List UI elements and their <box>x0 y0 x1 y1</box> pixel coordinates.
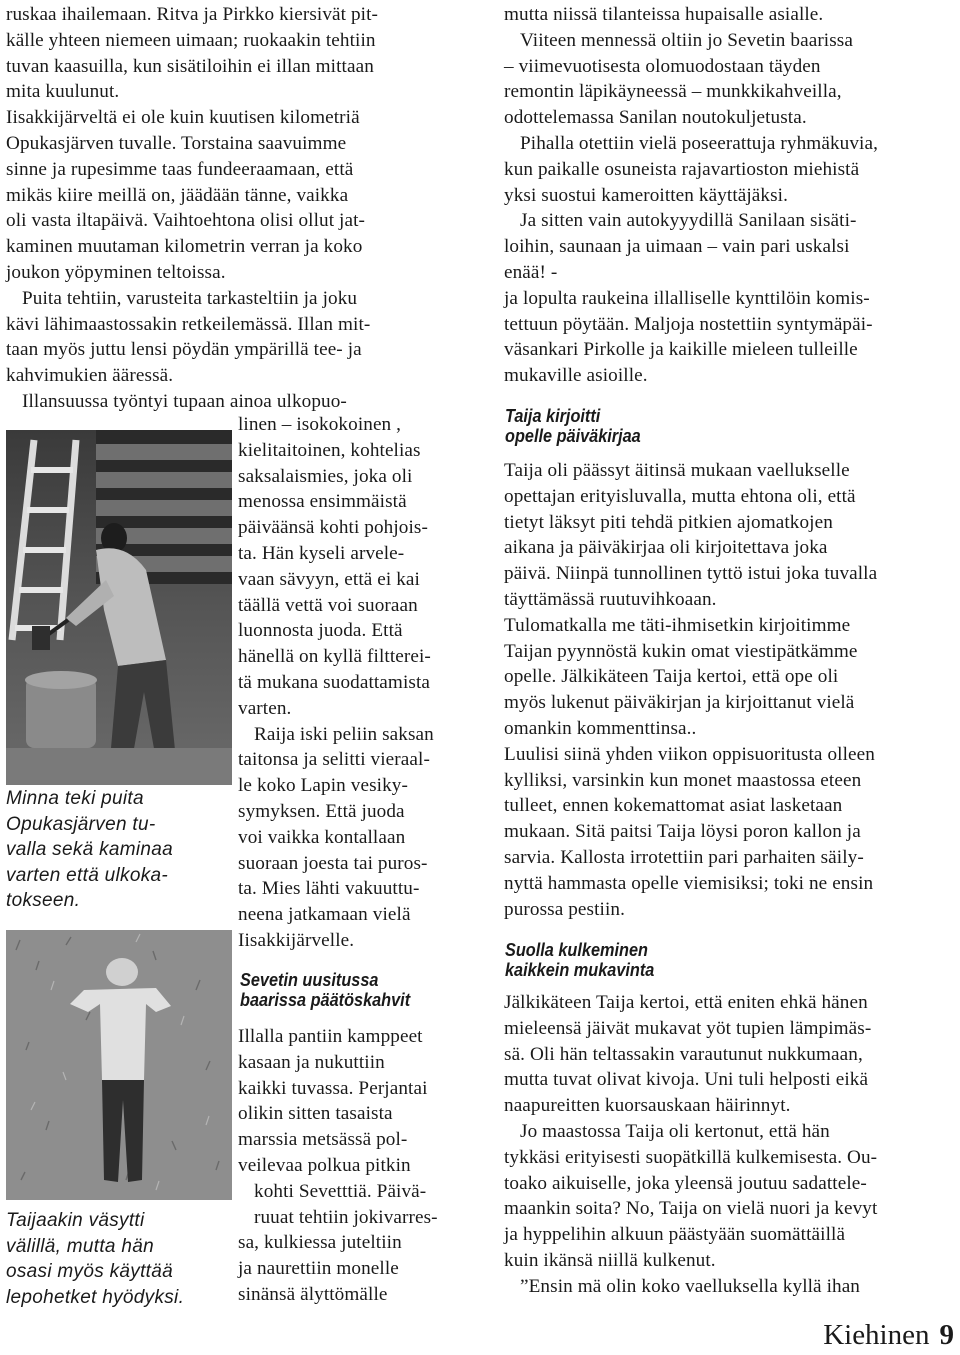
text-line: nyttä hammasta opelle viemisiksi; toki ne ensin <box>504 872 874 894</box>
text-line: kun paikalle osuneista rajavartioston miehistä <box>504 158 860 180</box>
text-line: Taija oli päässyt äitinsä mukaan vaellukselle <box>504 460 850 481</box>
text-line: menossa ensimmäistä <box>238 491 407 513</box>
text-line: kohti Sevetttiä. Päivä- <box>254 1180 427 1202</box>
text-line: kielitaitoinen, kohtelias <box>238 439 421 461</box>
text-line: Pihalla otettiin vielä poseerattuja ryhmäkuvia, <box>520 132 878 154</box>
text-line: luonnosta juoda. Että <box>238 620 403 642</box>
text-line: Puita tehtiin, varusteita tarkasteltiin ja joku <box>22 287 358 309</box>
text-line: taitonsa ja selitti vieraal- <box>238 749 430 771</box>
text-line: linen – isokokoinen , <box>238 414 402 435</box>
text-line: mukaan. Sitä paitsi Taija löysi poron kallon ja <box>504 821 861 843</box>
text-line: marssia metsässä pol- <box>238 1129 408 1151</box>
heading-suolla-line2: kaikkein mukavinta <box>505 959 655 980</box>
text-line: Jo maastossa Taija oli kertonut, että hän <box>520 1120 830 1142</box>
text-line: toako aikuiselle, joka yleensä joutuu sadattele- <box>504 1172 867 1194</box>
text-line: kaminen muutaman kilometrin verran ja koko <box>6 236 363 258</box>
text-line: kaikki tuvassa. Perjantai <box>238 1077 428 1099</box>
text-line: Illalla pantiin kamppeet <box>238 1026 423 1047</box>
text-line: kahvimukien ääressä. <box>6 365 174 387</box>
photo-girl-resting <box>6 930 232 1200</box>
text-line: maankin soita? No, Taija on vielä nuori ja kevyt <box>504 1198 878 1220</box>
text-line: symyksen. Että juoda <box>238 800 405 822</box>
text-line: saksalaismies, joka oli <box>238 465 413 487</box>
heading-sevetin <box>240 970 433 1010</box>
text-line: opelle. Jälkikäteen Taija kertoi, että ope oli <box>504 666 839 688</box>
text-line: varten. <box>238 697 292 719</box>
paragraph-lines <box>238 412 474 954</box>
text-line: väsankari Pirkolle ja kaikille mieleen tulleille <box>504 339 858 361</box>
caption-line: varten että ulkoka- <box>6 864 169 886</box>
text-line: ja naurettiin monelle <box>238 1258 399 1280</box>
text-line: täyttämässä ruutuvihkoaan. <box>504 588 717 610</box>
caption-line: Opukasjärven tu- <box>6 813 156 835</box>
page-number: 9 <box>939 1319 954 1351</box>
caption-line: välillä, mutta hän <box>6 1235 154 1257</box>
text-line: Raija iski peliin saksan <box>254 723 434 745</box>
text-line: kuin ikänsä niillä kulkenut. <box>504 1249 716 1271</box>
text-line: ja lopulta raukeina illalliselle kynttilöin komis- <box>504 287 870 309</box>
text-line: ja hyppelihin alkuun päästyään suomättäillä <box>504 1224 846 1246</box>
heading-taija <box>505 406 659 446</box>
text-line: ta. Hän kyseli arvele- <box>238 542 405 564</box>
text-line: tietyt läksyt piti tehdä pitkien ajomatkojen <box>504 511 833 533</box>
text-line: tä mukana suodattamista <box>238 671 430 693</box>
text-line: opettajan erityisluvalla, mutta ehtona oli, että <box>504 485 856 507</box>
wood-chopping-image <box>6 430 232 785</box>
text-line: tettuun pöytään. Maljoja nostettiin syntymäpäi- <box>504 313 873 335</box>
text-line: mikäs kiire meillä on, jäädään tänne, vaikka <box>6 184 349 206</box>
text-line: kylliksi, varsinkin kun monet maastossa eteen <box>504 769 862 791</box>
text-line: mutta niissä tilanteissa hupaisalle asialle. <box>504 4 824 25</box>
caption-line: Minna teki puita <box>6 788 144 809</box>
text-line: sinne ja rupesimme taas fundeeraamaan, että <box>6 158 354 180</box>
right-column-text-3 <box>504 990 956 1300</box>
middle-column-text-2 <box>238 1024 474 1308</box>
text-line: päiväänsä kohti pohjois- <box>238 517 428 539</box>
text-line: mukaville asioille. <box>504 365 648 387</box>
text-line: sarvia. Kallosta irrotettiin pari parhaiten säily- <box>504 846 864 868</box>
page-footer <box>823 1318 954 1352</box>
magazine-name: Kiehinen <box>823 1319 930 1351</box>
girl-resting-image <box>6 930 232 1200</box>
paragraph-lines <box>238 1024 474 1308</box>
text-line: myös lukenut päiväkirjan ja kirjoittanut vielä <box>504 692 855 714</box>
caption-girl-resting <box>6 1208 184 1310</box>
text-line: Opukasjärven tuvalle. Torstaina saavuimme <box>6 132 347 154</box>
text-line: loihin, saunaan ja uimaan – vain pari uskalsi <box>504 236 850 258</box>
caption-wood-chopping <box>6 786 173 914</box>
text-line: kasaan ja nukuttiin <box>238 1051 385 1073</box>
left-column-text <box>6 2 471 415</box>
text-line: kävi lähimaastossakin retkeilemässä. Illan mit- <box>6 313 371 335</box>
text-line: – viimevuotisesta olomuodostaan täyden <box>504 55 821 77</box>
text-line: Luulisi siinä yhden viikon oppisuoritusta olleen <box>504 743 875 765</box>
paragraph-lines <box>504 458 956 922</box>
paragraph-lines <box>504 2 956 389</box>
text-line: tykkäsi erityisesti suopätkillä kulkemisesta. Ou- <box>504 1146 878 1168</box>
text-line: Iisakkijärveltä ei ole kuin kuutisen kilometriä <box>6 107 360 129</box>
caption-line: lepohetket hyödyksi. <box>6 1286 185 1308</box>
text-line: olikin sitten tasaista <box>238 1103 393 1125</box>
text-line: odottelemassa Sanilan noutokuljetusta. <box>504 107 807 129</box>
heading-suolla <box>505 940 675 980</box>
heading-taija-line2: opelle päiväkirjaa <box>505 425 641 446</box>
text-line: Tulomatkalla me täti-ihmisetkin kirjoitimme <box>504 614 851 636</box>
text-line: vaan sävyyn, että ei kai <box>238 568 420 590</box>
text-line: naapureitten kuorsauskaan häirinnyt. <box>504 1095 791 1117</box>
text-line: remontin läpikäyneessä – munkkikahveilla, <box>504 81 842 103</box>
caption-line: Taijaakin väsytti <box>6 1210 145 1231</box>
text-line: sä. Oli hän teltassakin varautunut nukkumaan, <box>504 1043 863 1065</box>
text-line: källe yhteen niemeen uimaan; ruokaakin tehtiin <box>6 29 376 51</box>
text-line: tuvan kaasuilla, kun sisätiloihin ei illan mittaan <box>6 55 374 77</box>
text-line: yksi suostui kameroitten käyttäjäksi. <box>504 184 789 206</box>
right-column-text <box>504 2 956 389</box>
text-line: Jälkikäteen Taija kertoi, että eniten ehkä hänen <box>504 992 868 1013</box>
text-line: Illansuussa työntyi tupaan ainoa ulkopuo- <box>22 390 347 412</box>
text-line: sinänsä älyttömälle <box>238 1283 388 1305</box>
text-line: mita kuulunut. <box>6 81 120 103</box>
text-line: ”Ensin mä olin koko vaelluksella kyllä ihan <box>520 1275 861 1297</box>
text-line: Taijan pyynnöstä kukin omat viestipätkämme <box>504 640 858 662</box>
heading-sevetin-line1: Sevetin uusitussa <box>240 969 379 990</box>
heading-taija-line1: Taija kirjoitti <box>505 405 601 426</box>
text-line: ruuat tehtiin jokivarres- <box>254 1206 438 1228</box>
middle-column-text <box>238 412 474 954</box>
caption-line: osasi myös käyttää <box>6 1261 173 1283</box>
heading-suolla-line1: Suolla kulkeminen <box>505 939 648 960</box>
text-line: Iisakkijärvelle. <box>238 929 355 951</box>
text-line: taan myös juttu lensi pöydän ympärillä tee- ja <box>6 339 362 361</box>
text-line: ta. Mies lähti vakuuttu- <box>238 878 420 900</box>
text-line: enää! - <box>504 261 558 283</box>
paragraph-lines <box>6 2 471 415</box>
text-line: suoraan joesta tai puros- <box>238 852 428 874</box>
text-line: päivä. Niinpä tunnollinen tyttö istui joka tuvalla <box>504 563 878 585</box>
text-line: sa, kulkiessa juteltiin <box>238 1232 402 1254</box>
text-line: ruskaa ihailemaan. Ritva ja Pirkko kiersivät pit- <box>6 4 379 25</box>
text-line: voi vaikka kontallaan <box>238 826 406 848</box>
text-line: Viiteen mennessä oltiin jo Sevetin baarissa <box>520 29 853 51</box>
text-line: mutta tuvat olivat kivoja. Uni tuli helposti eikä <box>504 1069 869 1091</box>
text-line: purossa pestiin. <box>504 898 625 920</box>
caption-line: valla sekä kaminaa <box>6 839 173 861</box>
photo-wood-chopping <box>6 430 232 785</box>
caption-line: tokseen. <box>6 890 81 912</box>
text-line: tulleet, ennen kokemattomat asiat lasketaan <box>504 795 843 817</box>
text-line: Ja sitten vain autokyyydillä Sanilaan sisäti- <box>520 210 857 232</box>
text-line: aikana ja päiväkirjaa oli kirjoitettava joka <box>504 537 828 559</box>
text-line: neena jatkamaan vielä <box>238 904 411 926</box>
text-line: hänellä on kyllä filtterei- <box>238 646 431 668</box>
heading-sevetin-line2: baarissa päätöskahvit <box>240 989 411 1010</box>
text-line: joukon yöpyminen teltoissa. <box>6 261 226 283</box>
text-line: mieleensä jäivät mukavat yöt tupien lämpimäs- <box>504 1017 872 1039</box>
right-column-text-2 <box>504 458 956 922</box>
text-line: oli vasta iltapäivä. Vaihtoehtona olisi ollut jat- <box>6 210 366 232</box>
text-line: täällä vettä voi suoraan <box>238 594 418 616</box>
text-line: omankin kommenttinsa.. <box>504 717 697 739</box>
text-line: veilevaa polkua pitkin <box>238 1154 411 1176</box>
paragraph-lines <box>504 990 956 1300</box>
text-line: le koko Lapin vesiky- <box>238 775 408 797</box>
